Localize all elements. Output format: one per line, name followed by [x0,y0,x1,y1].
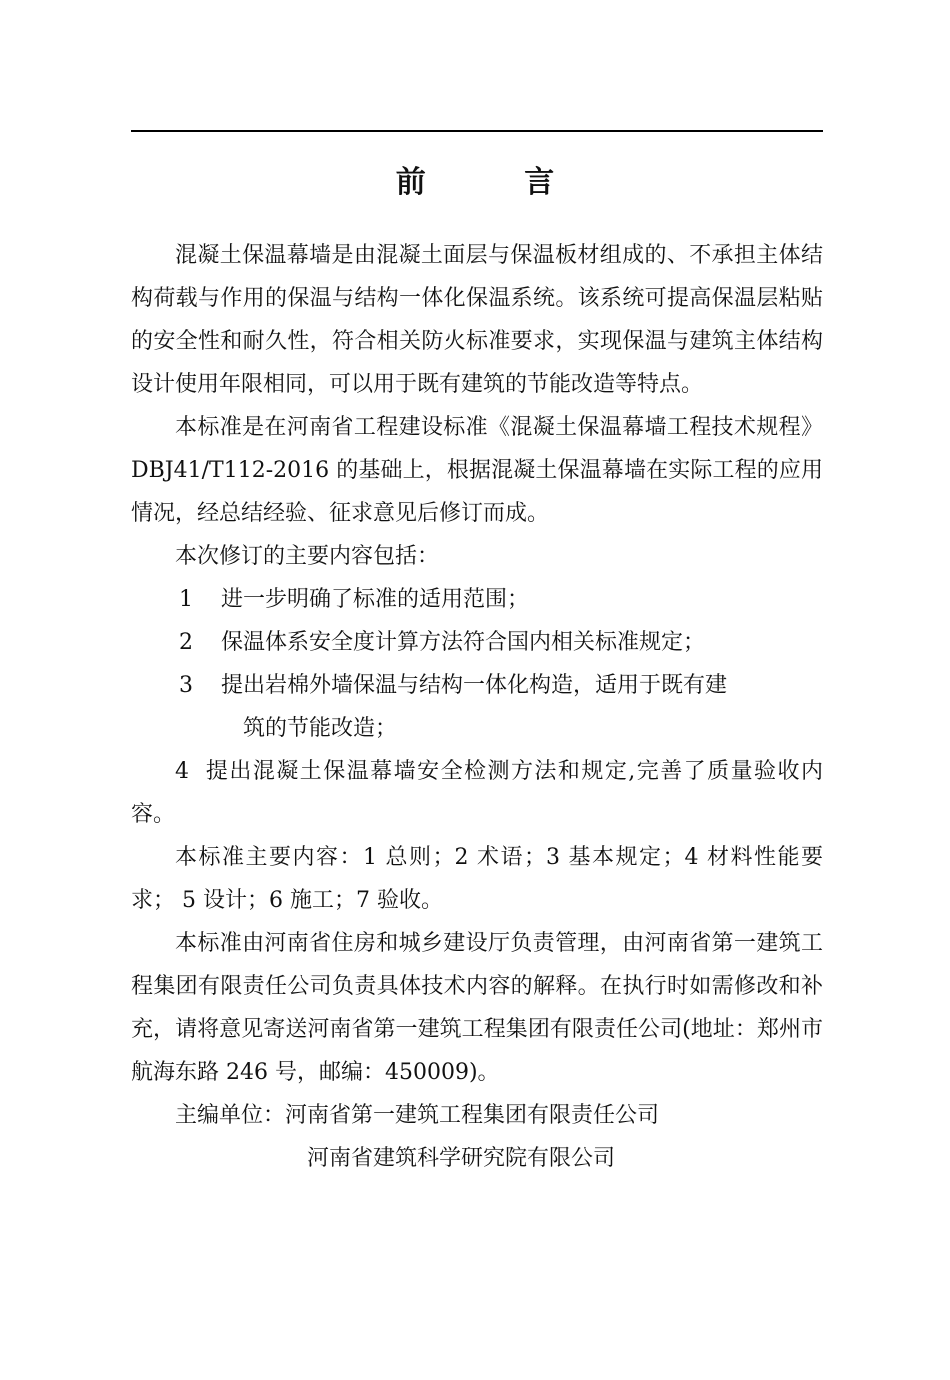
revision-text: 提出岩棉外墙保温与结构一体化构造，适用于既有建 [221,673,728,698]
intro-paragraph: 混凝土保温幕墙是由混凝土面层与保温板材组成的、不承担主体结构荷载与作用的保温与结构一体化保温系统。该系统可提高保温层粘贴的安全性和耐久性，符合相关防火标准要求，实现保温与建筑主体结构设计使用年限相同，可以用于既有建筑的节能改造等特点。 [131,243,823,397]
revision-text: 保温体系安全度计算方法符合国内相关标准规定； [221,630,706,655]
chief-editor-line [131,1094,823,1137]
revision-item [131,578,823,621]
revision-text: 进一步明确了标准的适用范围； [221,587,530,612]
revision-text: 提出混凝土保温幕墙安全检测方法和规定,完善了质量验收内容。 [131,759,823,827]
header-rule [131,130,823,132]
revision-text-continued: 筑的节能改造； [243,716,398,741]
revision-number: 1 [179,587,193,612]
revision-number: 2 [179,630,193,655]
chief-editor-name: 河南省第一建筑工程集团有限责任公司 [285,1103,660,1128]
page-title: 前 言 [395,165,599,200]
management-paragraph: 本标准由河南省住房和城乡建设厅负责管理，由河南省第一建筑工程集团有限责任公司负责具体技术内容的解释。在执行时如需修改和补充，请将意见寄送河南省第一建筑工程集团有限责任公司(地址：郑州市航海东路 246 号，邮编：450009)。 [131,931,823,1085]
chief-editor-label: 主编单位： [175,1103,286,1128]
foreword-body [131,234,823,1180]
chief-editor-line-2 [131,1137,823,1180]
revision-number: 4 [175,759,189,784]
basis-paragraph: 本标准是在河南省工程建设标准《混凝土保温幕墙工程技术规程》DBJ41/T112-2016 的基础上，根据混凝土保温幕墙在实际工程的应用情况，经总结经验、征求意见后修订而成。 [131,415,823,526]
chief-editor-name: 河南省建筑科学研究院有限公司 [307,1146,616,1171]
revision-item [131,621,823,664]
revision-intro: 本次修订的主要内容包括： [175,544,440,569]
contents-paragraph: 本标准主要内容：1 总则；2 术语；3 基本规定；4 材料性能要求； 5 设计；6 施工；7 验收。 [131,845,823,913]
revision-item [131,664,823,750]
revision-item-4 [131,750,823,836]
revision-number: 3 [179,673,193,698]
